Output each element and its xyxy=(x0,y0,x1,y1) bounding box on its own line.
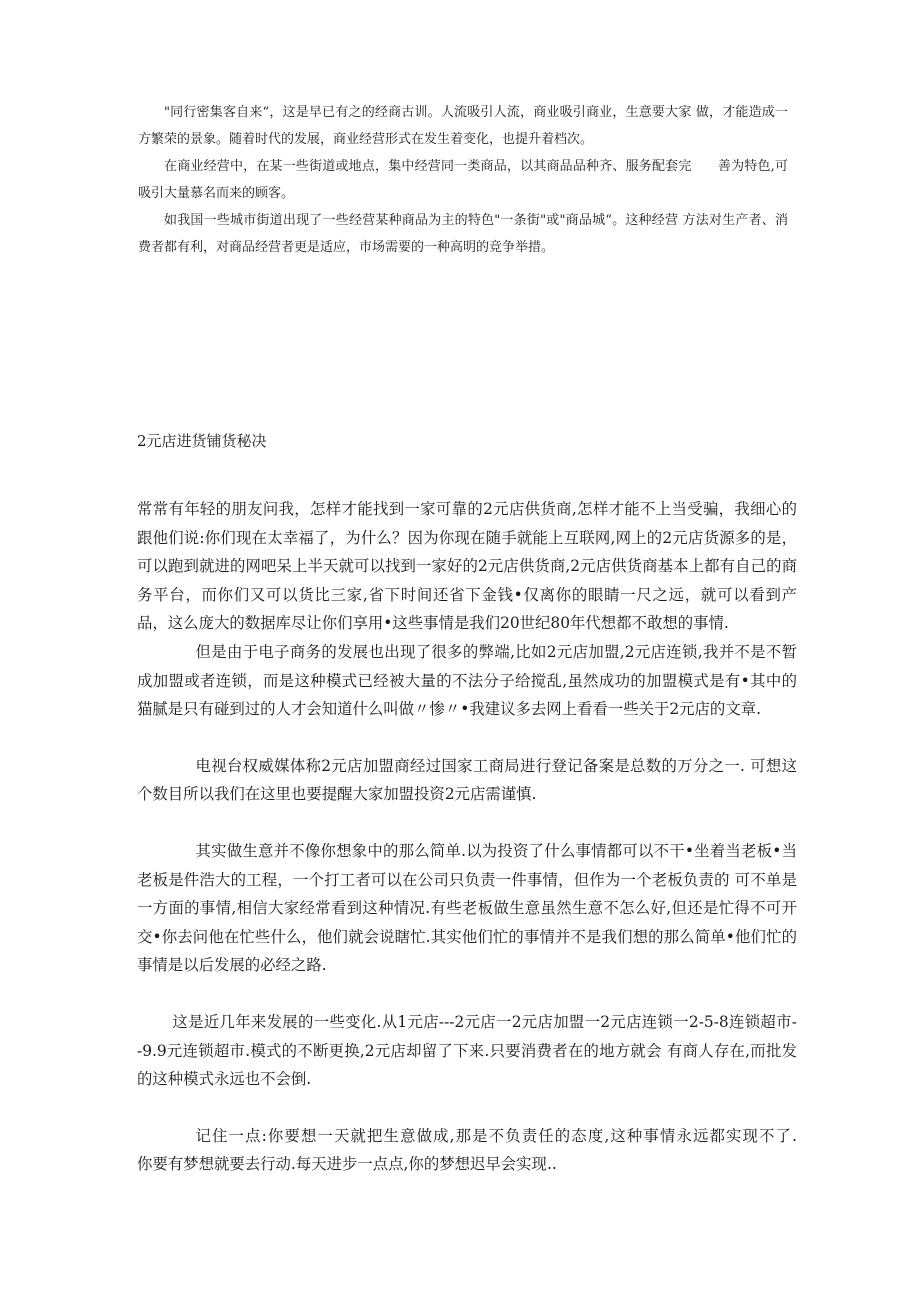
paragraph-gap xyxy=(137,1094,797,1122)
paragraph-gap xyxy=(137,980,797,1008)
intro-paragraph-2: 在商业经营中，在某一些街道或地点，集中经营同一类商品，以其商品品种齐、服务配套完 善为特色,可吸引大量慕名而来的顾客。 xyxy=(138,159,788,201)
intro-section xyxy=(138,99,788,261)
paragraph-gap xyxy=(137,809,797,837)
article-paragraph-2: 但是由于电子商务的发展也出现了很多的弊端,比如2元店加盟,2元店连锁,我并不是不暂成加盟或者连锁，而是这种模式已经被大量的不法分子给搅乱,虽然成功的加盟模式是有•其中的猫腻是只有碰到过的人才会知道什么叫做〃惨〃•我建议多去网上看看一些关于2元店的文章. xyxy=(137,642,797,719)
intro-paragraph-1: "同行密集客自来“，这是早已有之的经商古训。人流吸引人流，商业吸引商业，生意要大家 做，才能造成一方繁荣的景象。随着时代的发展，商业经营形式在发生着变化，也提升着档次。 xyxy=(138,105,788,147)
article-paragraph-5: 这是近几年来发展的一些变化.从1元店---2元店一2元店加盟一2元店连锁一2-5-8连锁超市--9.9元连锁超市.模式的不断更换,2元店却留了下来.只要消费者在的地方就会 有商人存在,而批发的这种模式永远也不会倒. xyxy=(137,1012,797,1089)
article-paragraph-1: 常常有年轻的朋友问我，怎样才能找到一家可靠的2元店供货商,怎样才能不上当受骗，我细心的跟他们说:你们现在太幸福了，为什么？因为你现在随手就能上互联网,网上的2元店货源多的是，可以跑到就进的网吧呆上半天就可以找到一家好的2元店供货商,2元店供货商基本上都有自己的商务平台，而你们又可以货比三家,省下时间还省下金钱•仅离你的眼睛一尺之远，就可以看到产品，这么庞大的数据库尽让你们享用•这些事情是我们20世纪80年代想都不敢想的事情. xyxy=(137,500,797,633)
article-title: 2元店进货铺货秘决 xyxy=(137,432,267,450)
article-paragraph-6: 记住一点:你要想一天就把生意做成,那是不负责任的态度,这种事情永远都实现不了. 你要有梦想就要去行动.每天进步一点点,你的梦想迟早会实现.. xyxy=(137,1126,833,1174)
article-paragraph-3: 电视台权威媒体称2元店加盟商经过国家工商局进行登记备案是总数的万分之一. 可想这个数目所以我们在这里也要提醒大家加盟投资2元店需谨慎. xyxy=(137,756,797,804)
article-paragraph-4: 其实做生意并不像你想象中的那么简单.以为投资了什么事情都可以不干•坐着当老板•当老板是件浩大的工程，一个打工者可以在公司只负责一件事情，但作为一个老板负责的 可不单是一方面的事情,相信大家经常看到这种情况.有些老板做生意虽然生意不怎么好,但还是忙得不可开交•你去问他在忙些什么，他们就会说瞎忙.其实他们忙的事情并不是我们想的那么简单•他们忙的事情是以后发展的必经之路. xyxy=(137,841,797,975)
paragraph-gap xyxy=(137,724,797,752)
article-body xyxy=(137,495,833,1179)
intro-paragraph-3: 如我国一些城市街道出现了一些经营某种商品为主的特色"一条街"或"商品城“。这种经营 方法对生产者、消费者都有利，对商品经营者更是适应，市场需要的一种高明的竞争举措。 xyxy=(138,213,788,255)
